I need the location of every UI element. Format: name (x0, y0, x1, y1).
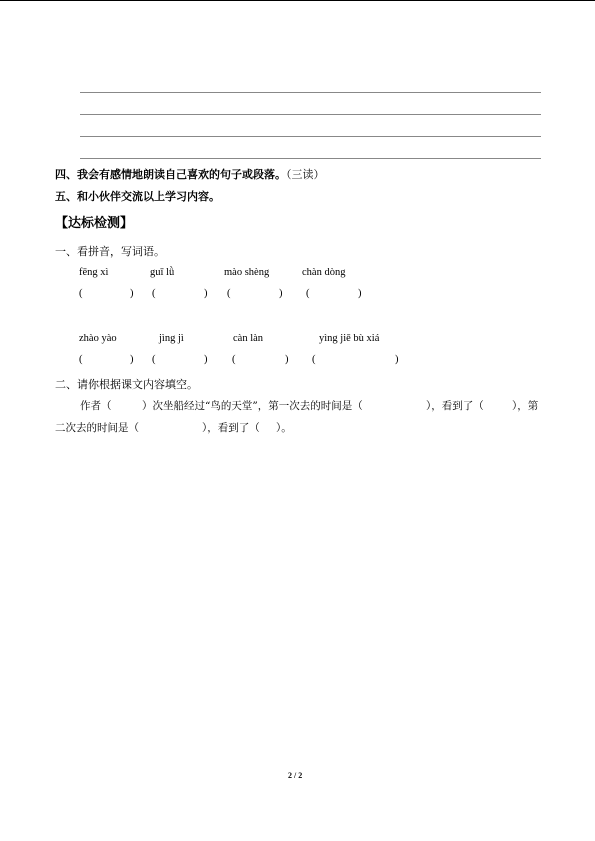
pinyin: jìng jì (159, 333, 184, 344)
item-four (55, 166, 325, 182)
fill-text: 二次去的时间是（ (55, 422, 139, 434)
fill-text: ），看到了（ (202, 422, 260, 434)
answer-blank[interactable]: ( (232, 354, 236, 365)
answer-blank-close: ) (279, 288, 283, 299)
pinyin: guī lǜ (150, 267, 175, 278)
fill-text: ）。 (276, 422, 292, 434)
answer-blank[interactable]: ( (312, 354, 316, 365)
answer-blank-close: ) (395, 354, 399, 365)
writing-line (80, 158, 541, 159)
pinyin: fēng xì (79, 267, 109, 278)
answer-blank-close: ) (130, 288, 134, 299)
page-number: 2 / 2 (288, 771, 303, 780)
answer-blank-close: ) (285, 354, 289, 365)
answer-blank[interactable]: ( (152, 354, 156, 365)
top-border (0, 0, 595, 1)
answer-blank-close: ) (130, 354, 134, 365)
writing-line (80, 92, 541, 93)
item-five: 五、和小伙伴交流以上学习内容。 (55, 190, 220, 203)
question-two-title: 二、请你根据课文内容填空。 (55, 378, 198, 391)
fill-text: ）次坐船经过“鸟的天堂”，第一次去的时间是（ (142, 400, 363, 412)
pinyin: chàn dòng (302, 267, 346, 278)
fill-text: 作者（ (80, 400, 112, 412)
answer-blank[interactable]: ( (227, 288, 231, 299)
question-one-title: 一、看拼音，写词语。 (55, 245, 165, 258)
answer-blank-close: ) (358, 288, 362, 299)
pinyin: yìng jiē bù xiá (319, 333, 380, 344)
item-four-text: 四、我会有感情地朗读自己喜欢的句子或段落。 (55, 168, 286, 181)
answer-blank-close: ) (204, 354, 208, 365)
section-title: 【达标检测】 (55, 216, 134, 231)
answer-blank[interactable]: ( (79, 354, 83, 365)
answer-blank[interactable]: ( (79, 288, 83, 299)
pinyin: mào shèng (224, 267, 270, 278)
answer-blank-close: ) (204, 288, 208, 299)
pinyin: càn làn (233, 333, 264, 344)
fill-text: ），看到了（ (426, 400, 484, 412)
pinyin: zhào yào (79, 333, 117, 344)
fill-text: ），第 (512, 400, 539, 412)
answer-blank[interactable]: ( (306, 288, 310, 299)
item-four-note: （三读） (286, 168, 325, 181)
writing-line (80, 114, 541, 115)
writing-line (80, 136, 541, 137)
answer-blank[interactable]: ( (152, 288, 156, 299)
